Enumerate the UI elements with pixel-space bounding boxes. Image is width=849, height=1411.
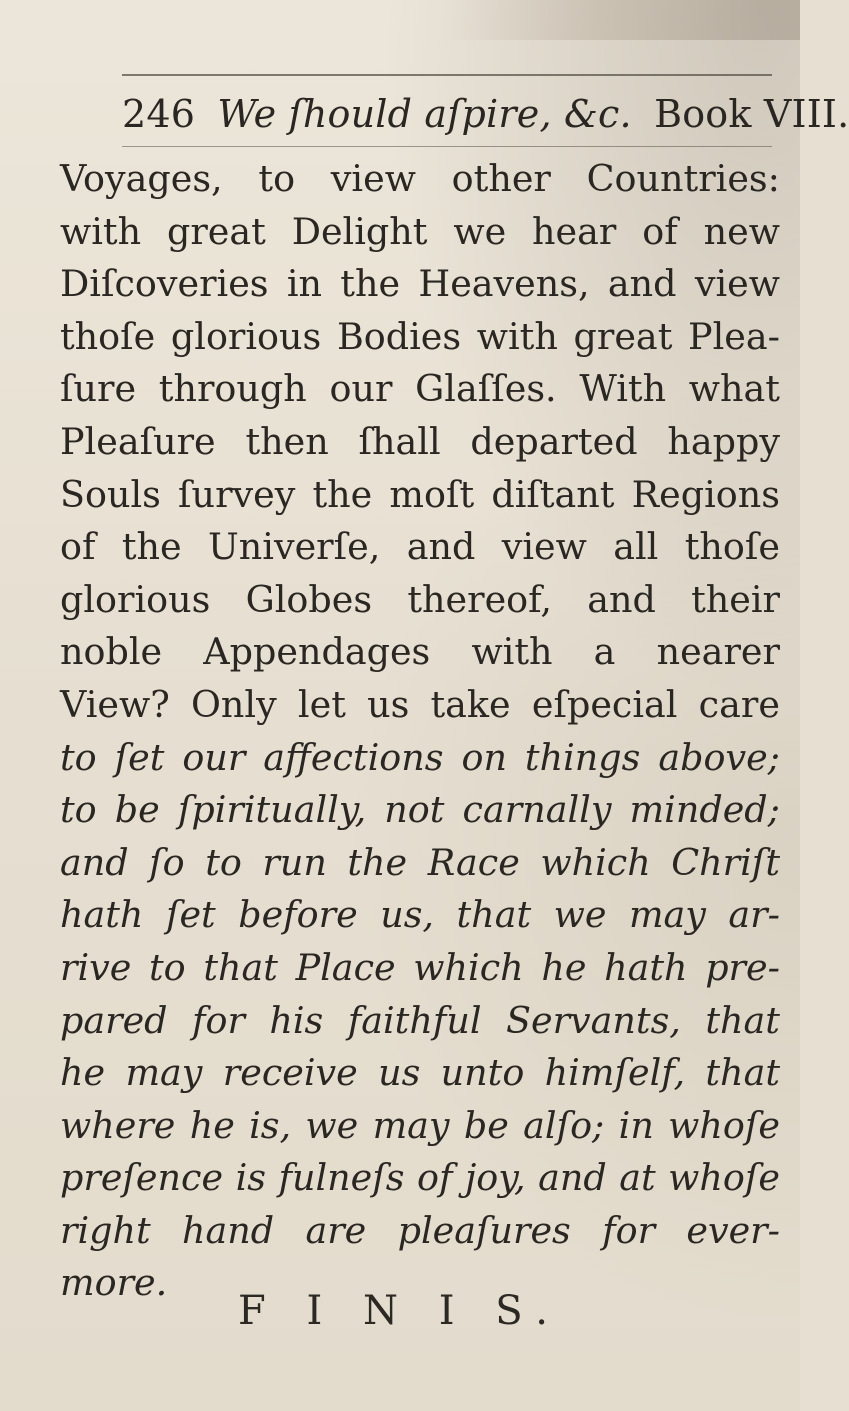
text-line: pared for his faithful Servants, that — [60, 998, 780, 1042]
book-reference: Book VIII. — [654, 92, 849, 136]
text-line: of the Univerſe, and view all thoſe — [60, 525, 780, 569]
running-head — [122, 86, 849, 142]
text-line: glorious Globes thereof, and their — [60, 577, 780, 621]
text-line: with great Delight we hear of new — [60, 209, 780, 253]
text-line: where he is, we may be alſo; in whoſe — [60, 1103, 780, 1147]
text-line: to ſet our affections on things above; — [60, 735, 780, 779]
header-rule-bottom — [122, 146, 772, 147]
text-line: to be ſpiritually, not carnally minded; — [60, 788, 780, 832]
finis-colophon: F I N I S. — [238, 1288, 562, 1334]
text-line: rive to that Place which he hath pre- — [60, 945, 780, 989]
page-number: 246 — [122, 92, 196, 136]
text-line: hath ſet before us, that we may ar- — [60, 893, 780, 937]
running-title: We ſhould aſpire, &c. — [217, 92, 632, 136]
text-line: more. — [60, 1261, 168, 1305]
text-line: Voyages, to view other Countries: — [60, 157, 780, 200]
text-line: preſence is fulneſs of joy, and at whoſe — [60, 1156, 780, 1200]
text-line: he may receive us unto himſelf, that — [60, 1051, 780, 1095]
page-edge-shadow — [0, 0, 800, 40]
text-line: and ſo to run the Race which Chriſt — [60, 840, 780, 884]
text-line: Souls ſurvey the moſt diſtant Regions — [60, 472, 780, 516]
text-line: ſure through our Glaſſes. With what — [60, 367, 780, 411]
text-line: Pleaſure then ſhall departed happy — [60, 419, 780, 463]
text-line: View? Only let us take eſpecial care — [60, 682, 780, 726]
body-text — [60, 153, 780, 1310]
header-rule-top — [122, 74, 772, 76]
text-line: right hand are pleaſures for ever- — [60, 1208, 780, 1252]
text-line: noble Appendages with a nearer — [60, 630, 780, 674]
text-line: Diſcoveries in the Heavens, and view — [60, 262, 780, 306]
text-line: thoſe glorious Bodies with great Plea- — [60, 314, 780, 358]
